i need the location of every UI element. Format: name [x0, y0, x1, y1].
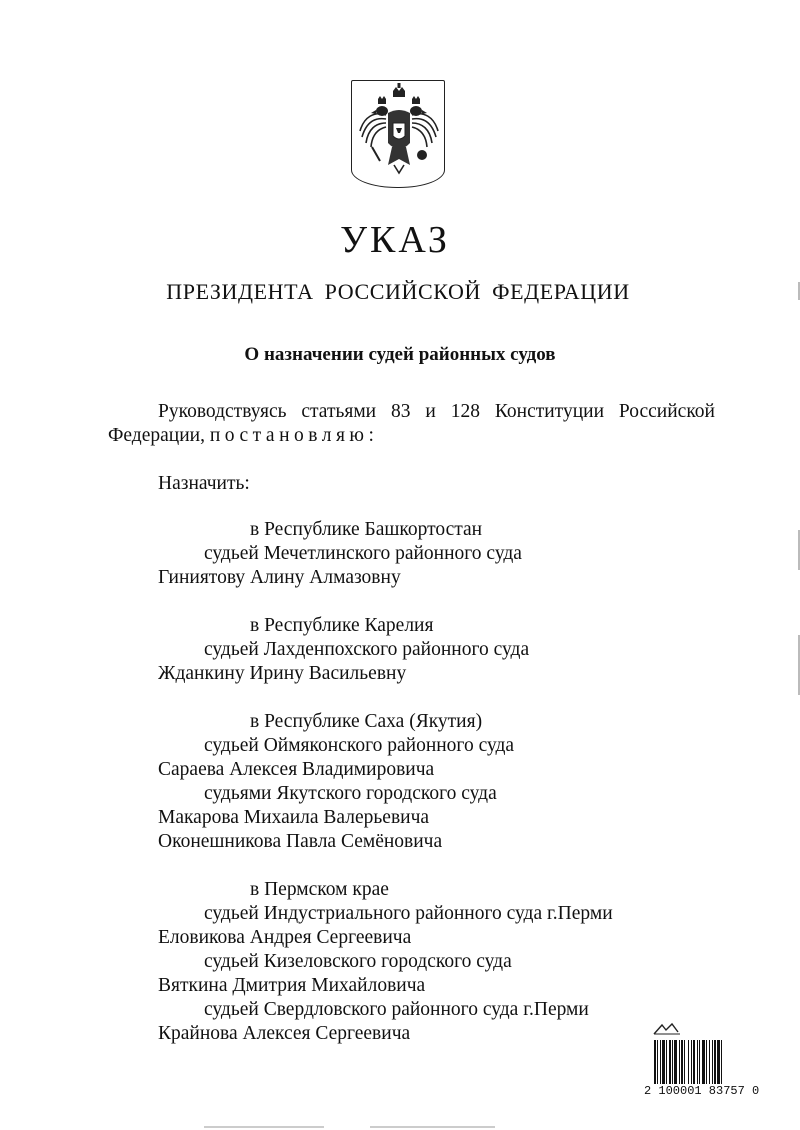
role-line: судьями Якутского городского суда	[204, 783, 497, 804]
appointee-name: Крайнова Алексея Сергеевича	[158, 1023, 411, 1044]
appointee-name: Макарова Михаила Валерьевича	[158, 807, 430, 828]
barcode-bar	[697, 1040, 698, 1084]
appointee-name: Жданкину Ирину Васильевну	[158, 663, 407, 684]
region-line: в Пермском крае	[250, 879, 389, 900]
appointee-name: Оконешникова Павла Семёновича	[158, 831, 443, 852]
barcode-bar	[684, 1040, 685, 1084]
document-title: УКАЗ	[340, 219, 450, 261]
barcode-bar	[699, 1040, 700, 1084]
barcode-bar	[702, 1040, 705, 1084]
scan-bottom-mark	[370, 1126, 495, 1128]
barcode-bar	[672, 1040, 673, 1084]
role-line: судьей Свердловского районного суда г.Перми	[204, 999, 589, 1020]
barcode-digits: 2 100001 83757 0	[644, 1084, 760, 1098]
appointee-name: Сараева Алексея Владимировича	[158, 759, 435, 780]
scan-bottom-mark	[204, 1126, 324, 1128]
intro-line-1: Руководствуясь статьями 83 и 128 Конституции Российской	[158, 401, 715, 422]
decree-word: постановляю:	[209, 425, 379, 446]
role-line: судьей Кизеловского городского суда	[204, 951, 512, 972]
decree-heading: О назначении судей районных судов	[244, 344, 556, 365]
appointee-name: Вяткина Дмитрия Михайловича	[158, 975, 426, 996]
intro-line-2-prefix: Федерации,	[108, 425, 205, 446]
barcode-bar	[717, 1040, 720, 1084]
role-line: судьей Индустриального районного суда г.Перми	[204, 903, 613, 924]
role-line: судьей Мечетлинского районного суда	[204, 543, 522, 564]
barcode-bar	[691, 1040, 692, 1084]
document-subtitle: ПРЕЗИДЕНТА РОССИЙСКОЙ ФЕДЕРАЦИИ	[166, 279, 630, 304]
russian-coat-of-arms-icon	[352, 81, 446, 189]
role-line: судьей Лахденпохского районного суда	[204, 639, 530, 660]
appointee-name: Гиниятову Алину Алмазовну	[158, 567, 401, 588]
barcode-bar	[712, 1040, 713, 1084]
barcode-bar	[679, 1040, 680, 1084]
barcode-small-mark-icon	[652, 1022, 682, 1036]
intro-line-2	[108, 424, 378, 448]
barcode-bar	[669, 1040, 671, 1084]
region-line: в Республике Карелия	[250, 615, 434, 636]
barcode-bar	[688, 1040, 689, 1084]
barcode-bar	[666, 1040, 667, 1084]
barcode-bar	[681, 1040, 683, 1084]
appoint-label: Назначить:	[158, 473, 250, 494]
region-line: в Республике Башкортостан	[250, 519, 483, 540]
barcode-bar	[706, 1040, 707, 1084]
region-line: в Республике Саха (Якутия)	[250, 711, 483, 732]
emblem-frame	[351, 80, 445, 188]
barcode-bar	[662, 1040, 665, 1084]
barcode-bar	[714, 1040, 716, 1084]
role-line: судьей Оймяконского районного суда	[204, 735, 515, 756]
barcode-bars	[652, 1040, 748, 1084]
barcode-bar	[709, 1040, 710, 1084]
appointee-name: Еловикова Андрея Сергеевича	[158, 927, 412, 948]
barcode-bar	[654, 1040, 656, 1084]
barcode-bar	[674, 1040, 677, 1084]
barcode-bar	[721, 1040, 722, 1084]
barcode-bar	[657, 1040, 658, 1084]
barcode-bar	[660, 1040, 661, 1084]
barcode-bar	[693, 1040, 695, 1084]
